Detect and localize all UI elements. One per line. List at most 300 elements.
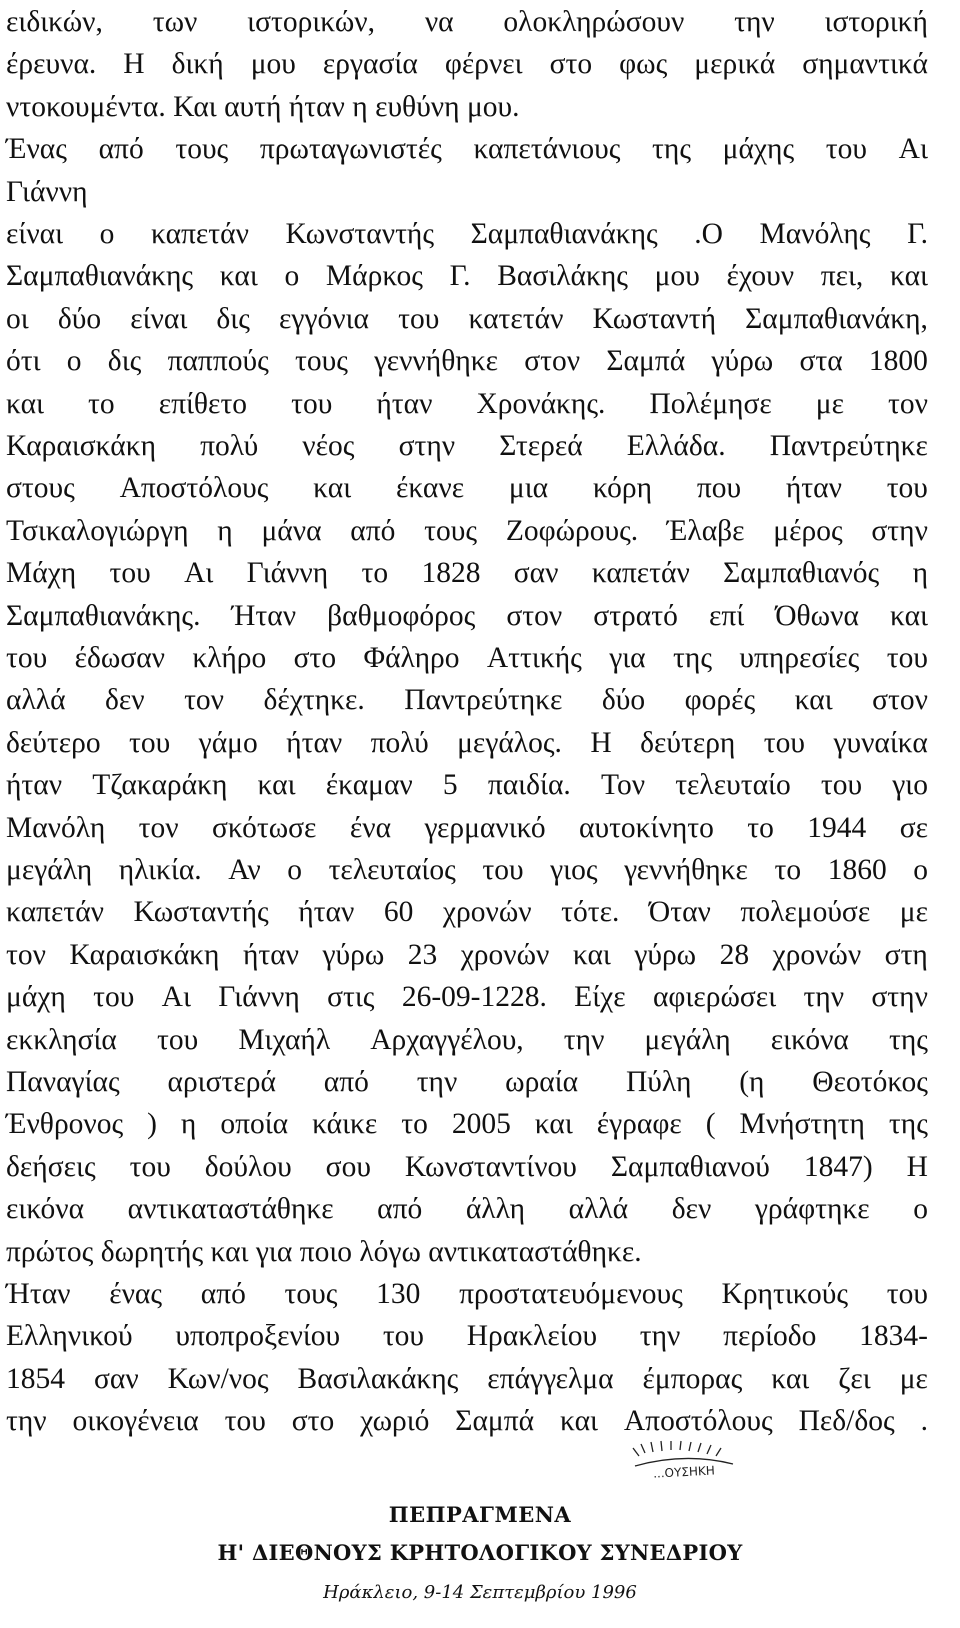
- word: μια: [508, 472, 549, 505]
- word: είναι: [6, 218, 64, 250]
- word: και: [559, 1405, 598, 1438]
- text-line: [6, 807, 928, 849]
- word: και: [313, 472, 352, 505]
- word: στους: [6, 472, 75, 505]
- word: ήταν: [286, 726, 343, 759]
- word: Γ.: [907, 218, 928, 250]
- word: ιστορική: [824, 6, 928, 38]
- word: επί: [708, 599, 745, 632]
- word: μερικά: [694, 48, 776, 81]
- word: το: [88, 387, 115, 420]
- text-line: [6, 722, 928, 764]
- word: Σαμπαθιανάκη,: [745, 302, 928, 335]
- word: Παντρεύτηκε: [404, 684, 563, 717]
- word: κόρη: [592, 472, 653, 505]
- word: Σαμπαθιανάκης.: [6, 599, 201, 632]
- word: σου: [325, 1150, 371, 1183]
- word: 60: [383, 896, 414, 929]
- text-line: [6, 934, 928, 976]
- word: Σαμπά: [455, 1405, 535, 1438]
- word: που: [696, 472, 742, 505]
- text-line: [6, 298, 928, 340]
- word: για: [609, 642, 646, 674]
- word: Κωσταντή: [592, 302, 717, 335]
- word: Σαμπά: [606, 345, 686, 378]
- word: φορές: [684, 684, 756, 717]
- word: ο: [913, 1193, 928, 1226]
- word: το: [774, 854, 802, 886]
- word: δεήσεις: [6, 1150, 96, 1183]
- word: στα: [799, 345, 843, 378]
- word: (: [705, 1108, 716, 1141]
- word: περίοδο: [723, 1320, 817, 1353]
- text-line: [6, 1061, 928, 1103]
- word: εγγόνια: [279, 302, 369, 335]
- word: Τσικαλογιώργη: [6, 514, 189, 547]
- word: από: [200, 1278, 246, 1310]
- word: πολύ: [200, 430, 259, 462]
- word: χρονών: [772, 938, 862, 971]
- word: το: [747, 811, 774, 844]
- word: εργασία: [322, 48, 418, 81]
- word: έγραφε: [596, 1108, 682, 1141]
- word: Μανόλη: [6, 811, 106, 844]
- word: Κρητικούς: [721, 1278, 849, 1310]
- word: 26-09-1228.: [401, 981, 547, 1014]
- word: μέρος: [773, 514, 843, 547]
- word: των: [152, 6, 198, 38]
- word: τον: [888, 387, 928, 420]
- word: Σαμπαθιανού: [610, 1150, 770, 1183]
- word: γεννήθηκε: [374, 345, 499, 378]
- word: (η: [739, 1066, 765, 1098]
- word: κάικε: [312, 1108, 378, 1141]
- text-line: [6, 383, 928, 425]
- word: παππούς: [167, 345, 269, 378]
- word: .Ο: [694, 218, 723, 250]
- word: πολεμούσε: [740, 896, 871, 929]
- text-line: [6, 340, 928, 382]
- text-line: [6, 679, 928, 721]
- word: την: [6, 1405, 47, 1438]
- text-line: [6, 43, 928, 85]
- word: φέρνει: [444, 48, 523, 81]
- text-line: [6, 510, 928, 552]
- word: του: [93, 981, 135, 1014]
- word: το: [361, 557, 389, 590]
- word: αλλά: [568, 1193, 629, 1226]
- word: προστατευόμενους: [459, 1278, 683, 1310]
- word: Μανόλης: [759, 218, 871, 250]
- word: γιο: [892, 769, 928, 802]
- word: στο: [549, 48, 593, 81]
- text-line: [6, 1019, 928, 1061]
- text-line: [6, 1146, 928, 1188]
- word: Βασιλάκης: [497, 260, 628, 293]
- word: Σαμπαθιανάκης: [6, 260, 194, 293]
- word: του: [6, 642, 48, 674]
- word: δεύτερη: [640, 726, 736, 759]
- word: γάμο: [198, 726, 258, 759]
- word: 1847): [803, 1150, 873, 1183]
- text-line: [6, 255, 928, 297]
- word: τους: [175, 133, 229, 166]
- word: γύρω: [322, 938, 385, 971]
- word: στην: [871, 514, 928, 547]
- word: πολύ: [370, 726, 429, 759]
- word: τελευταίο: [675, 769, 791, 802]
- word: πει,: [820, 260, 864, 293]
- word: δις: [216, 302, 250, 335]
- word: αριστερά: [167, 1066, 276, 1098]
- word: στις: [327, 981, 375, 1014]
- word: Όταν: [648, 896, 711, 929]
- word: Γιάννη: [246, 557, 329, 590]
- word: Όθωνα: [775, 599, 859, 632]
- word: Θεοτόκος: [812, 1066, 928, 1098]
- stamp-text: ...ΟΥΣΗΚΗ: [652, 1463, 716, 1481]
- word: γιος: [550, 854, 598, 886]
- word: ειδικών,: [6, 6, 103, 38]
- word: Πολέμησε: [649, 387, 772, 420]
- word: την: [734, 6, 775, 38]
- word: με: [815, 387, 844, 420]
- word: Αττικής: [486, 642, 582, 674]
- word: σαν: [513, 557, 559, 590]
- text-line: [6, 891, 928, 933]
- word: τον: [138, 811, 179, 844]
- word: δύο: [57, 302, 102, 335]
- word: στον: [872, 684, 928, 717]
- word: τότε.: [561, 896, 620, 929]
- word: ο: [66, 345, 82, 378]
- word: ήταν: [242, 938, 300, 971]
- word: η: [217, 514, 233, 547]
- word: αφιερώσει: [652, 981, 777, 1014]
- word: 5: [442, 769, 458, 802]
- word: τον: [6, 938, 46, 971]
- word: τους: [295, 345, 348, 378]
- word: της: [673, 642, 712, 674]
- word: Αι: [898, 133, 928, 166]
- word: ήταν: [6, 769, 63, 802]
- word: Μνήστητη: [739, 1108, 865, 1141]
- word: την: [639, 1320, 681, 1353]
- word: Χρονάκης.: [476, 387, 606, 420]
- proceedings-title: ΠΕΠΡΑΓΜΕΝΑ: [388, 1502, 572, 1527]
- word: υποπροξενίου: [175, 1320, 341, 1353]
- word: Τον: [600, 769, 646, 802]
- text-line: [6, 637, 928, 679]
- text-line: [6, 764, 928, 806]
- word: την: [803, 981, 845, 1014]
- word: εικόνα: [770, 1023, 849, 1056]
- word: στην: [871, 981, 928, 1014]
- word: του: [886, 1278, 928, 1310]
- word: να: [424, 6, 454, 38]
- word: δεύτερο: [6, 726, 101, 759]
- word: αντικαταστάθηκε: [127, 1193, 334, 1226]
- word: δις: [107, 345, 142, 378]
- word: του: [482, 854, 524, 886]
- congress-name: Η' ΔΙΕΘΝΟΥΣ ΚΡΗΤΟΛΟΓΙΚΟΥ ΣΥΝΕΔΡΙΟΥ: [217, 1540, 743, 1565]
- word: κατετάν: [468, 302, 564, 335]
- word: του: [763, 726, 806, 759]
- word: του: [886, 642, 928, 674]
- word: της: [652, 133, 692, 166]
- word: ο: [913, 854, 928, 886]
- word: γύρω: [634, 938, 697, 971]
- word: Καραισκάκη: [6, 430, 157, 462]
- word: του: [382, 1320, 425, 1353]
- word: δέχτηκε.: [263, 684, 365, 717]
- word: γερμανικό: [424, 811, 546, 844]
- word: ο: [284, 260, 300, 293]
- word: ): [147, 1108, 157, 1141]
- word: Μάχη: [6, 557, 77, 590]
- word: επάγγελμα: [487, 1362, 614, 1395]
- word: Κωσταντής: [133, 896, 269, 929]
- word: γράφτηκε: [754, 1193, 870, 1226]
- word: ζει: [838, 1362, 871, 1395]
- word: καπετάν: [6, 896, 104, 929]
- word: Σαμπαθιανάκης: [470, 218, 658, 250]
- word: Αι: [184, 557, 214, 590]
- text-line: [6, 976, 928, 1018]
- word: Ηρακλείου: [466, 1320, 598, 1353]
- word: χωριό: [360, 1405, 430, 1438]
- word: έκαμαν: [325, 769, 413, 802]
- word: Παντρεύτηκε: [769, 430, 928, 462]
- word: και: [890, 260, 928, 293]
- word: γεννήθηκε: [624, 854, 748, 886]
- text-line: [6, 1358, 928, 1400]
- word: αυτοκίνητο: [579, 811, 714, 844]
- word: στο: [291, 1405, 335, 1438]
- word: η: [180, 1108, 197, 1141]
- word: 1854: [6, 1362, 65, 1395]
- word: τους: [424, 514, 478, 547]
- word: και: [257, 769, 296, 802]
- word: 1828: [421, 557, 481, 590]
- word: μου: [654, 260, 700, 293]
- word: καπετάνιους: [473, 133, 621, 166]
- word: Ζοφώρους.: [505, 514, 639, 547]
- word: τελευταίος: [328, 854, 456, 886]
- word: του: [129, 726, 171, 759]
- word: Παναγίας: [6, 1066, 120, 1098]
- word: Ελλάδα.: [626, 430, 726, 462]
- word: σαν: [93, 1362, 139, 1395]
- word: Αποστόλους: [119, 472, 269, 505]
- word: μεγάλη: [644, 1023, 731, 1056]
- text-line: [6, 849, 928, 891]
- word: οι: [6, 302, 29, 335]
- word: Φάληρο: [363, 642, 460, 674]
- word: του: [886, 472, 928, 505]
- word: στη: [884, 938, 928, 971]
- word: άλλη: [465, 1193, 526, 1226]
- word: ήταν: [785, 472, 842, 505]
- word: Αρχαγγέλου,: [370, 1023, 524, 1056]
- word: Στερεά: [499, 430, 583, 462]
- word: καπετάν: [150, 218, 249, 250]
- word: μάχη: [6, 981, 66, 1014]
- word: Η: [906, 1150, 928, 1183]
- word: 130: [376, 1278, 421, 1310]
- text-line: [6, 1273, 928, 1315]
- word: και: [794, 684, 833, 717]
- word: είναι: [130, 302, 188, 335]
- word: κλήρο: [192, 642, 267, 674]
- word: και: [890, 599, 928, 632]
- word: χρονών: [442, 896, 532, 929]
- word: δεν: [104, 684, 145, 717]
- word: από: [350, 514, 396, 547]
- word: δούλου: [204, 1150, 292, 1183]
- word: του: [291, 387, 333, 420]
- word: Τζακαράκη: [92, 769, 228, 802]
- word: και: [219, 260, 258, 293]
- word: στον: [524, 345, 581, 378]
- word: σκότωσε: [212, 811, 317, 844]
- word: μου: [250, 48, 296, 81]
- word: 1834-: [859, 1320, 928, 1353]
- word: ο: [287, 854, 303, 886]
- word: στον: [506, 599, 563, 632]
- word: παιδία.: [487, 769, 571, 802]
- text-line: [6, 213, 928, 255]
- word: ο: [99, 218, 115, 250]
- library-stamp: [625, 1440, 745, 1482]
- word: 1860: [827, 854, 887, 886]
- word: Η: [590, 726, 612, 759]
- word: Γ.: [449, 260, 471, 293]
- word: μεγάλη: [6, 854, 93, 886]
- word: Ένθρονος: [6, 1108, 124, 1141]
- word: Σαμπαθιανός: [723, 557, 880, 590]
- word: 1944: [807, 811, 867, 844]
- word: οικογένεια: [72, 1405, 199, 1438]
- word: στρατό: [593, 599, 678, 632]
- word: δική: [171, 48, 224, 81]
- word: ωραία: [505, 1066, 579, 1098]
- word: εκκλησία: [6, 1023, 117, 1056]
- word: 23: [407, 938, 438, 971]
- word: εικόνα: [6, 1193, 85, 1226]
- word: μεγάλος.: [457, 726, 562, 759]
- word: και: [771, 1362, 810, 1395]
- word: το: [401, 1108, 428, 1141]
- word: της: [889, 1023, 928, 1056]
- word: 2005: [451, 1108, 511, 1141]
- word: 28: [719, 938, 750, 971]
- word: του: [157, 1023, 199, 1056]
- word: Ένας: [6, 133, 67, 166]
- word: του: [109, 557, 151, 590]
- word: βαθμοφόρος: [327, 599, 476, 632]
- word: Ήταν: [231, 599, 297, 632]
- word: Πεδ/δος: [798, 1405, 895, 1438]
- word: από: [98, 133, 144, 166]
- text-line: [6, 1103, 928, 1145]
- word: Η: [123, 48, 145, 81]
- word: του: [825, 133, 867, 166]
- congress-place-date: Ηράκλειο, 9-14 Σεπτεμβρίου 1996: [323, 1582, 637, 1603]
- word: έκανε: [395, 472, 465, 505]
- word: του: [129, 1150, 171, 1183]
- word: έδωσαν: [74, 642, 166, 674]
- word: Έλαβε: [666, 514, 745, 547]
- text-line: [6, 425, 928, 467]
- word: και: [6, 387, 44, 420]
- word: την: [563, 1023, 605, 1056]
- word: ηλικία.: [118, 854, 202, 886]
- text-line: ντοκουμέντα. Και αυτή ήταν η ευθύνη μου.: [6, 90, 520, 123]
- word: Κωνσταντής: [285, 218, 435, 250]
- word: έμπορας: [642, 1362, 743, 1395]
- word: Αν: [228, 854, 261, 886]
- word: έρευνα.: [6, 48, 97, 81]
- word: της: [888, 1108, 928, 1141]
- word: γύρω: [711, 345, 774, 378]
- word: του: [820, 769, 863, 802]
- text-line: [6, 128, 928, 170]
- word: Κωνσταντίνου: [404, 1150, 577, 1183]
- word: του: [398, 302, 440, 335]
- word: δύο: [601, 684, 646, 717]
- word: ήταν: [298, 896, 355, 929]
- word: από: [377, 1193, 423, 1226]
- text-line: [6, 1, 928, 43]
- word: του: [224, 1405, 266, 1438]
- word: Μάρκος: [325, 260, 423, 293]
- word: υπηρεσίες: [739, 642, 860, 674]
- word: πρωταγωνιστές: [259, 133, 442, 166]
- word: δεν: [671, 1193, 712, 1226]
- word: ένας: [109, 1278, 163, 1310]
- word: Καραισκάκη: [69, 938, 220, 971]
- text-line: [6, 552, 928, 594]
- word: Μιχαήλ: [238, 1023, 331, 1056]
- word: 1800: [868, 345, 928, 378]
- word: Ήταν: [6, 1278, 71, 1310]
- word: τους: [284, 1278, 338, 1310]
- word: μάνα: [261, 514, 322, 547]
- word: Αι: [161, 981, 191, 1014]
- word: μάχης: [722, 133, 795, 166]
- word: Γιάννη: [218, 981, 300, 1014]
- word: γυναίκα: [833, 726, 928, 759]
- word: από: [323, 1066, 369, 1098]
- word: ιστορικών,: [247, 6, 375, 38]
- word: με: [899, 896, 928, 929]
- text-line: [6, 595, 928, 637]
- word: έχουν: [726, 260, 795, 293]
- word: με: [899, 1362, 928, 1395]
- word: .: [920, 1405, 928, 1438]
- word: στο: [293, 642, 337, 674]
- word: Ελληνικού: [6, 1320, 133, 1353]
- word: χρονών: [460, 938, 550, 971]
- word: καπετάν: [591, 557, 690, 590]
- text-line: [6, 1400, 928, 1442]
- text-line: Γιάννη: [6, 175, 88, 208]
- text-line: [6, 1315, 928, 1357]
- word: σημαντικά: [802, 48, 928, 81]
- word: αλλά: [6, 684, 66, 717]
- word: η: [912, 557, 928, 590]
